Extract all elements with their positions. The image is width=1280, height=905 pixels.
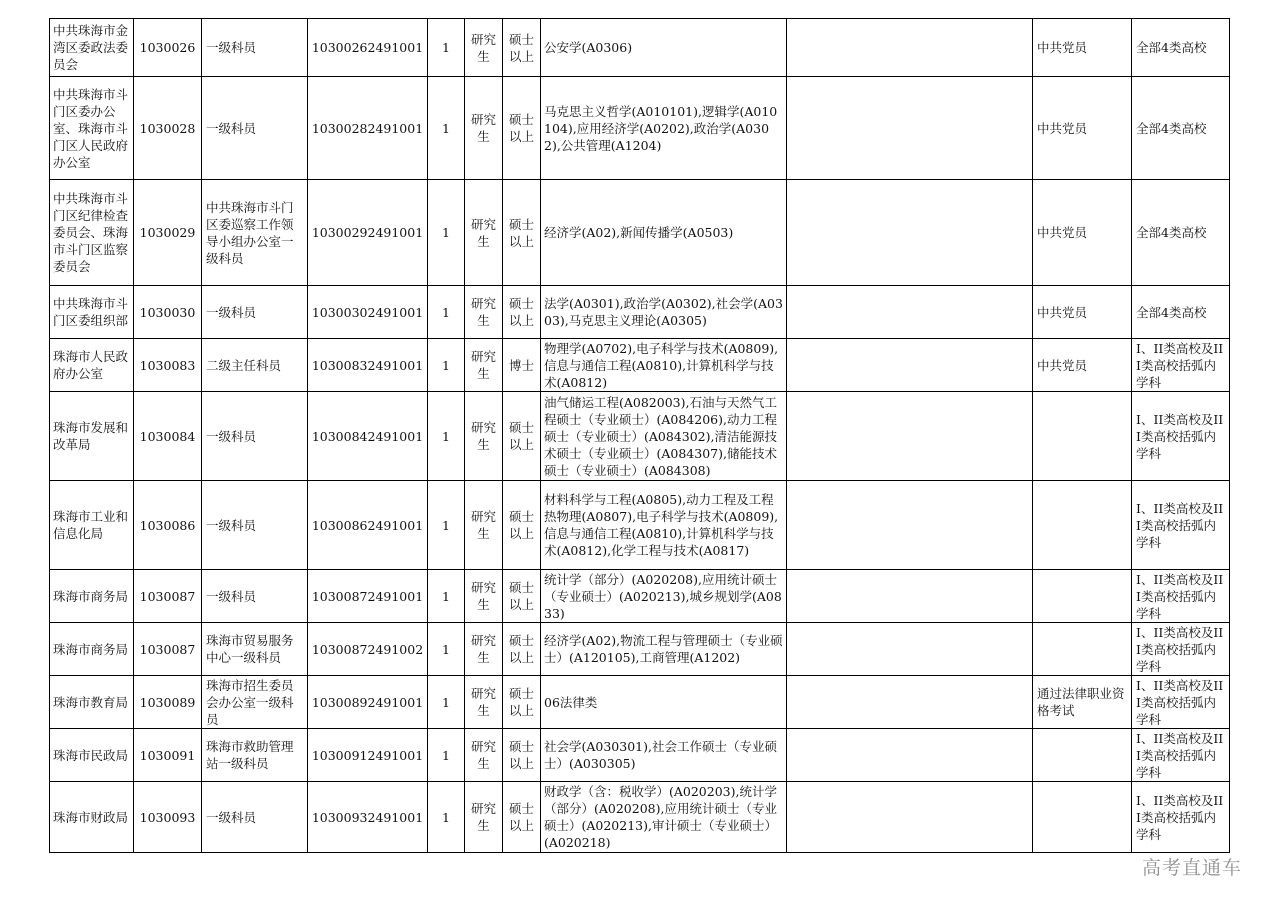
other-requirements-cell: [787, 339, 1033, 392]
position-code-cell: 10300262491001: [308, 19, 428, 77]
other-requirements-cell: [787, 392, 1033, 481]
position-code-cell: 10300872491001: [308, 570, 428, 623]
unit-code-cell: 1030091: [134, 729, 202, 782]
unit-code-cell: 1030030: [134, 286, 202, 339]
position-cell: 二级主任科员: [202, 339, 308, 392]
headcount-cell: 1: [428, 180, 465, 286]
political-status-cell: 中共党员: [1033, 77, 1132, 180]
education-cell: 研究生: [465, 286, 503, 339]
education-cell: 研究生: [465, 180, 503, 286]
political-status-cell: [1033, 782, 1132, 853]
degree-cell: 博士: [503, 339, 541, 392]
school-category-cell: I、II类高校及III类高校括弧内学科: [1132, 676, 1230, 729]
major-cell: 马克思主义哲学(A010101),逻辑学(A010104),应用经济学(A0202),政治学(A0302),公共管理(A1204): [541, 77, 787, 180]
political-status-cell: [1033, 570, 1132, 623]
headcount-cell: 1: [428, 481, 465, 570]
unit-cell: 中共珠海市斗门区委办公室、珠海市斗门区人民政府办公室: [50, 77, 134, 180]
education-cell: 研究生: [465, 392, 503, 481]
degree-cell: 硕士以上: [503, 782, 541, 853]
table-row: [50, 180, 1230, 286]
position-cell: 一级科员: [202, 782, 308, 853]
unit-code-cell: 1030089: [134, 676, 202, 729]
school-category-cell: 全部4类高校: [1132, 286, 1230, 339]
position-code-cell: 10300912491001: [308, 729, 428, 782]
position-code-cell: 10300282491001: [308, 77, 428, 180]
unit-cell: 珠海市工业和信息化局: [50, 481, 134, 570]
education-cell: 研究生: [465, 623, 503, 676]
headcount-cell: 1: [428, 339, 465, 392]
position-cell: 珠海市招生委员会办公室一级科员: [202, 676, 308, 729]
position-cell: 一级科员: [202, 77, 308, 180]
major-cell: 物理学(A0702),电子科学与技术(A0809),信息与通信工程(A0810),计算机科学与技术(A0812): [541, 339, 787, 392]
school-category-cell: 全部4类高校: [1132, 19, 1230, 77]
education-cell: 研究生: [465, 729, 503, 782]
political-status-cell: 中共党员: [1033, 180, 1132, 286]
position-code-cell: 10300292491001: [308, 180, 428, 286]
position-cell: 一级科员: [202, 392, 308, 481]
headcount-cell: 1: [428, 392, 465, 481]
education-cell: 研究生: [465, 339, 503, 392]
major-cell: 油气储运工程(A082003),石油与天然气工程硕士（专业硕士）(A084206),动力工程硕士（专业硕士）(A084302),清洁能源技术硕士（专业硕士）(A084307),储能技术硕士（专业硕士）(A084308): [541, 392, 787, 481]
position-code-cell: 10300302491001: [308, 286, 428, 339]
education-cell: 研究生: [465, 782, 503, 853]
unit-code-cell: 1030084: [134, 392, 202, 481]
major-cell: 材料科学与工程(A0805),动力工程及工程热物理(A0807),电子科学与技术(A0809),信息与通信工程(A0810),计算机科学与技术(A0812),化学工程与技术(A0817): [541, 481, 787, 570]
position-code-cell: 10300892491001: [308, 676, 428, 729]
political-status-cell: [1033, 392, 1132, 481]
table-row: [50, 77, 1230, 180]
position-cell: 一级科员: [202, 286, 308, 339]
political-status-cell: [1033, 729, 1132, 782]
position-cell: 一级科员: [202, 19, 308, 77]
other-requirements-cell: [787, 180, 1033, 286]
other-requirements-cell: [787, 729, 1033, 782]
other-requirements-cell: [787, 623, 1033, 676]
position-code-cell: 10300832491001: [308, 339, 428, 392]
unit-code-cell: 1030093: [134, 782, 202, 853]
watermark: 高考直通车: [1142, 857, 1243, 879]
degree-cell: 硕士以上: [503, 19, 541, 77]
unit-cell: 中共珠海市金湾区委政法委员会: [50, 19, 134, 77]
table-row: [50, 339, 1230, 392]
political-status-cell: [1033, 481, 1132, 570]
unit-code-cell: 1030028: [134, 77, 202, 180]
position-cell: 中共珠海市斗门区委巡察工作领导小组办公室一级科员: [202, 180, 308, 286]
school-category-cell: 全部4类高校: [1132, 77, 1230, 180]
headcount-cell: 1: [428, 286, 465, 339]
other-requirements-cell: [787, 286, 1033, 339]
unit-code-cell: 1030087: [134, 623, 202, 676]
education-cell: 研究生: [465, 676, 503, 729]
headcount-cell: 1: [428, 729, 465, 782]
unit-cell: 珠海市民政局: [50, 729, 134, 782]
table-row: [50, 286, 1230, 339]
other-requirements-cell: [787, 481, 1033, 570]
table-row: [50, 19, 1230, 77]
unit-cell: 中共珠海市斗门区委组织部: [50, 286, 134, 339]
degree-cell: 硕士以上: [503, 286, 541, 339]
unit-code-cell: 1030086: [134, 481, 202, 570]
degree-cell: 硕士以上: [503, 392, 541, 481]
political-status-cell: 中共党员: [1033, 339, 1132, 392]
school-category-cell: 全部4类高校: [1132, 180, 1230, 286]
unit-code-cell: 1030029: [134, 180, 202, 286]
position-cell: 珠海市救助管理站一级科员: [202, 729, 308, 782]
other-requirements-cell: [787, 570, 1033, 623]
education-cell: 研究生: [465, 570, 503, 623]
political-status-cell: 中共党员: [1033, 286, 1132, 339]
table-row: [50, 481, 1230, 570]
major-cell: 财政学（含：税收学）(A020203),统计学（部分）(A020208),应用统计硕士（专业硕士）(A020213),审计硕士（专业硕士）(A020218): [541, 782, 787, 853]
education-cell: 研究生: [465, 19, 503, 77]
education-cell: 研究生: [465, 481, 503, 570]
table-row: [50, 676, 1230, 729]
position-cell: 一级科员: [202, 570, 308, 623]
other-requirements-cell: [787, 676, 1033, 729]
unit-code-cell: 1030026: [134, 19, 202, 77]
school-category-cell: I、II类高校及III类高校括弧内学科: [1132, 729, 1230, 782]
major-cell: 公安学(A0306): [541, 19, 787, 77]
major-cell: 社会学(A030301),社会工作硕士（专业硕士）(A030305): [541, 729, 787, 782]
unit-cell: 珠海市财政局: [50, 782, 134, 853]
degree-cell: 硕士以上: [503, 623, 541, 676]
table-row: [50, 392, 1230, 481]
political-status-cell: 中共党员: [1033, 19, 1132, 77]
position-code-cell: 10300862491001: [308, 481, 428, 570]
table-row: [50, 729, 1230, 782]
major-cell: 经济学(A02),新闻传播学(A0503): [541, 180, 787, 286]
degree-cell: 硕士以上: [503, 180, 541, 286]
degree-cell: 硕士以上: [503, 570, 541, 623]
headcount-cell: 1: [428, 77, 465, 180]
degree-cell: 硕士以上: [503, 481, 541, 570]
headcount-cell: 1: [428, 570, 465, 623]
table-row: [50, 623, 1230, 676]
position-code-cell: 10300842491001: [308, 392, 428, 481]
school-category-cell: I、II类高校及III类高校括弧内学科: [1132, 392, 1230, 481]
other-requirements-cell: [787, 77, 1033, 180]
major-cell: 06法律类: [541, 676, 787, 729]
unit-cell: 珠海市发展和改革局: [50, 392, 134, 481]
unit-code-cell: 1030087: [134, 570, 202, 623]
degree-cell: 硕士以上: [503, 676, 541, 729]
other-requirements-cell: [787, 782, 1033, 853]
unit-cell: 中共珠海市斗门区纪律检查委员会、珠海市斗门区监察委员会: [50, 180, 134, 286]
headcount-cell: 1: [428, 19, 465, 77]
unit-cell: 珠海市教育局: [50, 676, 134, 729]
unit-cell: 珠海市人民政府办公室: [50, 339, 134, 392]
position-cell: 一级科员: [202, 481, 308, 570]
major-cell: 法学(A0301),政治学(A0302),社会学(A0303),马克思主义理论(A0305): [541, 286, 787, 339]
school-category-cell: I、II类高校及III类高校括弧内学科: [1132, 481, 1230, 570]
unit-cell: 珠海市商务局: [50, 623, 134, 676]
political-status-cell: [1033, 623, 1132, 676]
position-code-cell: 10300932491001: [308, 782, 428, 853]
unit-code-cell: 1030083: [134, 339, 202, 392]
headcount-cell: 1: [428, 782, 465, 853]
other-requirements-cell: [787, 19, 1033, 77]
degree-cell: 硕士以上: [503, 729, 541, 782]
degree-cell: 硕士以上: [503, 77, 541, 180]
political-status-cell: 通过法律职业资格考试: [1033, 676, 1132, 729]
table-row: [50, 782, 1230, 853]
headcount-cell: 1: [428, 623, 465, 676]
major-cell: 经济学(A02),物流工程与管理硕士（专业硕士）(A120105),工商管理(A1202): [541, 623, 787, 676]
position-code-cell: 10300872491002: [308, 623, 428, 676]
school-category-cell: I、II类高校及III类高校括弧内学科: [1132, 570, 1230, 623]
table-row: [50, 570, 1230, 623]
position-cell: 珠海市贸易服务中心一级科员: [202, 623, 308, 676]
headcount-cell: 1: [428, 676, 465, 729]
education-cell: 研究生: [465, 77, 503, 180]
school-category-cell: I、II类高校及III类高校括弧内学科: [1132, 339, 1230, 392]
school-category-cell: I、II类高校及III类高校括弧内学科: [1132, 623, 1230, 676]
unit-cell: 珠海市商务局: [50, 570, 134, 623]
recruitment-table: [49, 18, 1230, 853]
table-body: [50, 19, 1230, 853]
school-category-cell: I、II类高校及III类高校括弧内学科: [1132, 782, 1230, 853]
major-cell: 统计学（部分）(A020208),应用统计硕士（专业硕士）(A020213),城乡规划学(A0833): [541, 570, 787, 623]
